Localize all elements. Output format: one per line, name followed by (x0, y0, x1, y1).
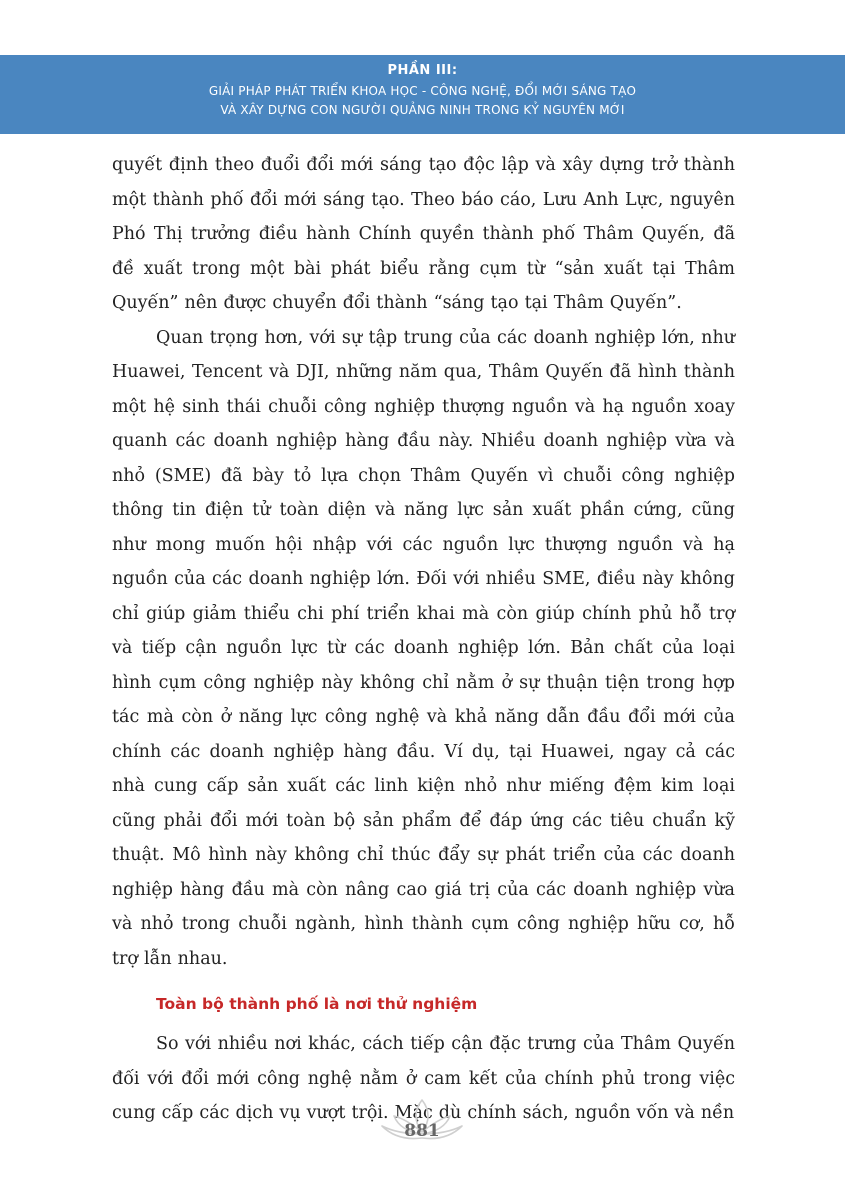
part-title: PHẦN III: (387, 63, 458, 78)
page-footer (372, 1094, 472, 1154)
page-body (112, 148, 735, 1131)
paragraph-city-testbed: So với nhiều nơi khác, cách tiếp cận đặc trưng của Thâm Quyến đối với đổi mới công nghệ nằm ở cam kết của chính phủ trong việc cung cấp các dịch vụ vượt trội. Mặc dù chính sách, nguồn vốn và nền (112, 1034, 735, 1123)
page-number: 881 (404, 1121, 440, 1141)
chapter-header-band (0, 55, 845, 134)
part-subtitle-line-1: GIẢI PHÁP PHÁT TRIỂN KHOA HỌC - CÔNG NGHỆ, ĐỔI MỚI SÁNG TẠO (208, 84, 637, 98)
paragraph-industry-cluster: Quan trọng hơn, với sự tập trung của các doanh nghiệp lớn, như Huawei, Tencent và DJI, những năm qua, Thâm Quyến đã hình thành một hệ sinh thái chuỗi công nghiệp thượng nguồn và hạ nguồn xoay quanh các doanh nghiệp hàng đầu này. Nhiều doanh nghiệp vừa và nhỏ (SME) đã bày tỏ lựa chọn Thâm Quyến vì chuỗi công nghiệp thông tin điện tử toàn diện và năng lực sản xuất phần cứng, cũng như mong muốn hội nhập với các nguồn lực thượng nguồn và hạ nguồn của các doanh nghiệp lớn. Đối với nhiều SME, điều này không chỉ giúp giảm thiểu chi phí triển khai mà còn giúp chính phủ hỗ trợ và tiếp cận nguồn lực từ các doanh nghiệp lớn. Bản chất của loại hình cụm công nghiệp này không chỉ nằm ở sự thuận tiện trong hợp tác mà còn ở năng lực công nghệ và khả năng dẫn đầu đổi mới của chính các doanh nghiệp hàng đầu. Ví dụ, tại Huawei, ngay cả các nhà cung cấp sản xuất các linh kiện nhỏ như miếng đệm kim loại cũng phải đổi mới toàn bộ sản phẩm để đáp ứng các tiêu chuẩn kỹ thuật. Mô hình này không chỉ thúc đẩy sự phát triển của các doanh nghiệp hàng đầu mà còn nâng cao giá trị của các doanh nghiệp vừa và nhỏ trong chuỗi ngành, hình thành cụm công nghiệp hữu cơ, hỗ trợ lẫn nhau. (112, 327, 735, 969)
paragraph-continuation: quyết định theo đuổi đổi mới sáng tạo độc lập và xây dựng trở thành một thành phố đổi mới sáng tạo. Theo báo cáo, Lưu Anh Lực, nguyên Phó Thị trưởng điều hành Chính quyền thành phố Thâm Quyến, đã đề xuất trong một bài phát biểu rằng cụm từ “sản xuất tại Thâm Quyến” nên được chuyển đổi thành “sáng tạo tại Thâm Quyến”. (112, 155, 735, 313)
section-subheading: Toàn bộ thành phố là nơi thử nghiệm (156, 995, 478, 1013)
part-subtitle-line-2: VÀ XÂY DỰNG CON NGƯỜI QUẢNG NINH TRONG KỶ NGUYÊN MỚI (220, 103, 625, 117)
